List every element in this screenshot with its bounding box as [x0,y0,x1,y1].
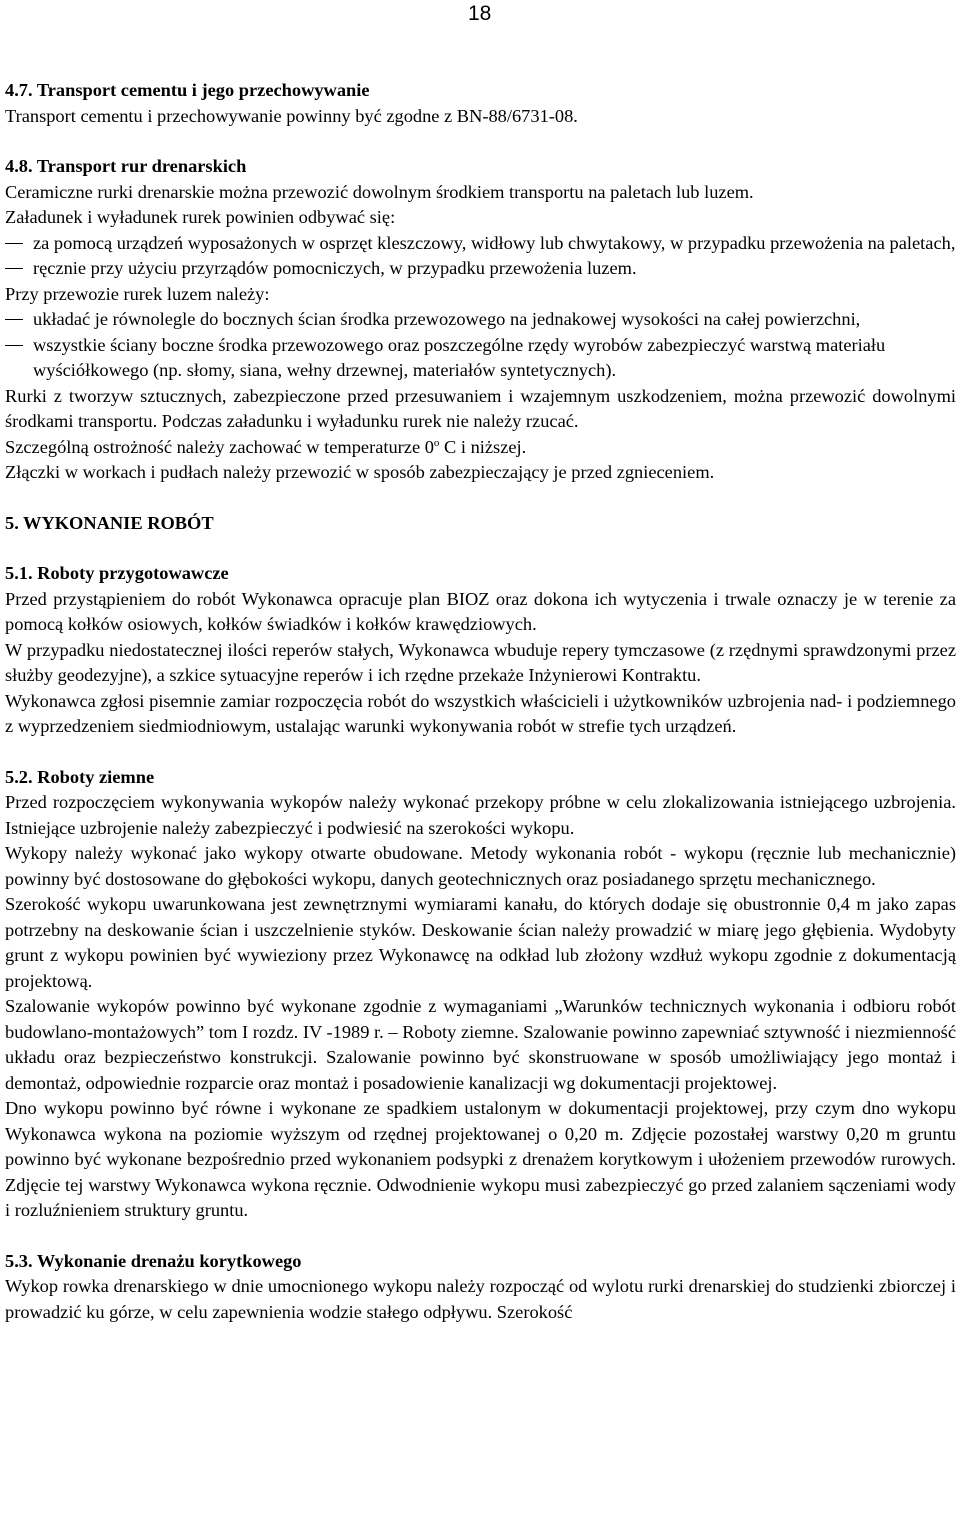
list-item: za pomocą urządzeń wyposażonych w osprzęt kleszczowy, widłowy lub chwytakowy, w przypadku przewożenia na paletach, [5,231,956,257]
section-heading: 4.7. Transport cementu i jego przechowywanie [5,80,370,100]
section-5 [5,511,956,537]
paragraph: Rurki z tworzyw sztucznych, zabezpieczone przed przesuwaniem i wzajemnym uszkodzeniem, można przewozić dowolnymi środkami transportu. Podczas załadunku i wyładunku rurek nie należy rzucać. [5,385,956,431]
paragraph: Wykopy należy wykonać jako wykopy otwarte obudowane. Metody wykonania robót - wykopu (ręcznie lub mechanicznie) powinny być dostosowane do głębokości wykopu, danych geotechnicznych oraz posiadanego sprzętu mechanicznego. [5,843,956,889]
section-5-1 [5,561,956,740]
paragraph: Szerokość wykopu uwarunkowana jest zewnętrznymi wymiarami kanału, do których dodaje się obustronnie 0,4 m jako zapas potrzebny na deskowanie ścian i uszczelnienie styków. Deskowanie ścian należy prowadzić w miarę jego głębienia. Wydobyty grunt z wykopu powinien być wywieziony przez Wykonawcę na odkład lub złożony wzdłuż wykopu zgodnie z dokumentacją projektową. [5,894,956,991]
paragraph: Przy przewozie rurek luzem należy: [5,283,270,304]
page-number: 18 [468,2,492,25]
paragraph: Ceramiczne rurki drenarskie można przewozić dowolnym środkiem transportu na paletach lub luzem. [5,181,754,202]
section-heading: 5.3. Wykonanie drenażu korytkowego [5,1250,302,1271]
section-5-2 [5,765,956,1224]
paragraph: Szalowanie wykopów powinno być wykonane zgodnie z wymaganiami „Warunków technicznych wykonania i odbioru robót budowlano-montażowych” tom I rozdz. IV -1989 r. – Roboty ziemne. Szalowanie powinno zapewniać sztywność i niezmienność układu oraz bezpieczeństwo konstrukcji. Szalowanie powinno być skonstruowane w sposób umożliwiający jego montaż i demontaż, odpowiednie rozparcie oraz montaż i posadowienie kanalizacji wg dokumentacji projektowej. [5,996,956,1093]
text-run: Szczególną ostrożność należy zachować w temperaturze 0 [5,436,434,457]
list-item: układać je równolegle do bocznych ścian środka przewozowego na jednakowej wysokości na całej powierzchni, [5,307,956,333]
paragraph: Transport cementu i przechowywanie powinny być zgodne z BN-88/6731-08. [5,105,578,126]
section-4-8 [5,154,956,486]
section-4-7 [5,78,956,129]
list-item: wszystkie ściany boczne środka przewozowego oraz poszczególne rzędy wyrobów zabezpieczyć warstwą materiału wyściółkowego (np. słomy, siana, wełny drzewnej, materiałów syntetycznych). [5,333,956,384]
dash-list [5,231,956,282]
paragraph: Wykonawca zgłosi pisemnie zamiar rozpoczęcia robót do wszystkich właścicieli i użytkowników uzbrojenia nad- i podziemnego z wyprzedzeniem siedmiodniowym, ustalając warunki wykonywania robót w strefie tych urządzeń. [5,690,956,736]
paragraph: Przed rozpoczęciem wykonywania wykopów należy wykonać przekopy próbne w celu zlokalizowania istniejącego uzbrojenia. Istniejące uzbrojenie należy zabezpieczyć i podwiesić na szerokości wykopu. [5,792,956,838]
section-heading: 4.8. Transport rur drenarskich [5,156,247,176]
paragraph [5,435,956,461]
paragraph: Dno wykopu powinno być równe i wykonane ze spadkiem ustalonym w dokumentacji projektowej, przy czym dno wykopu Wykonawca wykona na poziomie wyższym od rzędnej projektowanej o 0,20 m. Zdjęcie pozostałej warstwy 0,20 m gruntu powinno być wykonane bezpośrednio przed wykonaniem podsypki z drenażem korytkowym i ułożeniem przewodów rurowych. Zdjęcie tej warstwy Wykonawca wykona ręcznie. Odwodnienie wykopu musi zabezpieczyć go przed zalaniem sączeniami wody i rozluźnieniem struktury gruntu. [5,1098,956,1220]
degree-superscript: o [433,436,440,449]
paragraph: Załadunek i wyładunek rurek powinien odbywać się: [5,207,396,227]
paragraph: W przypadku niedostatecznej ilości reperów stałych, Wykonawca wbuduje repery tymczasowe (z rzędnymi sprawdzonymi przez służby geodezyjne), a szkice sytuacyjne reperów i ich rzędne przekaże Inżynierowi Kontraktu. [5,639,956,685]
list-item: ręcznie przy użyciu przyrządów pomocniczych, w przypadku przewożenia luzem. [5,256,956,282]
paragraph: Wykop rowka drenarskiego w dnie umocnionego wykopu należy rozpocząć od wylotu rurki drenarskiej do studzienki zbiorczej i prowadzić ku górze, w celu zapewnienia wodzie stałego odpływu. Szerokość [5,1276,956,1322]
section-heading: 5.1. Roboty przygotowawcze [5,563,229,583]
paragraph: Złączki w workach i pudłach należy przewozić w sposób zabezpieczający je przed zgnieceniem. [5,462,715,482]
chapter-heading: 5. WYKONANIE ROBÓT [5,512,214,533]
text-run: C i niższej. [439,436,527,457]
dash-list [5,307,956,384]
paragraph: Przed przystąpieniem do robót Wykonawca opracuje plan BIOZ oraz dokona ich wytyczenia i trwale oznaczy je w terenie za pomocą kołków osiowych, kołków świadków i kołków krawędziowych. [5,588,956,634]
section-heading: 5.2. Roboty ziemne [5,766,155,787]
section-5-3 [5,1249,956,1326]
